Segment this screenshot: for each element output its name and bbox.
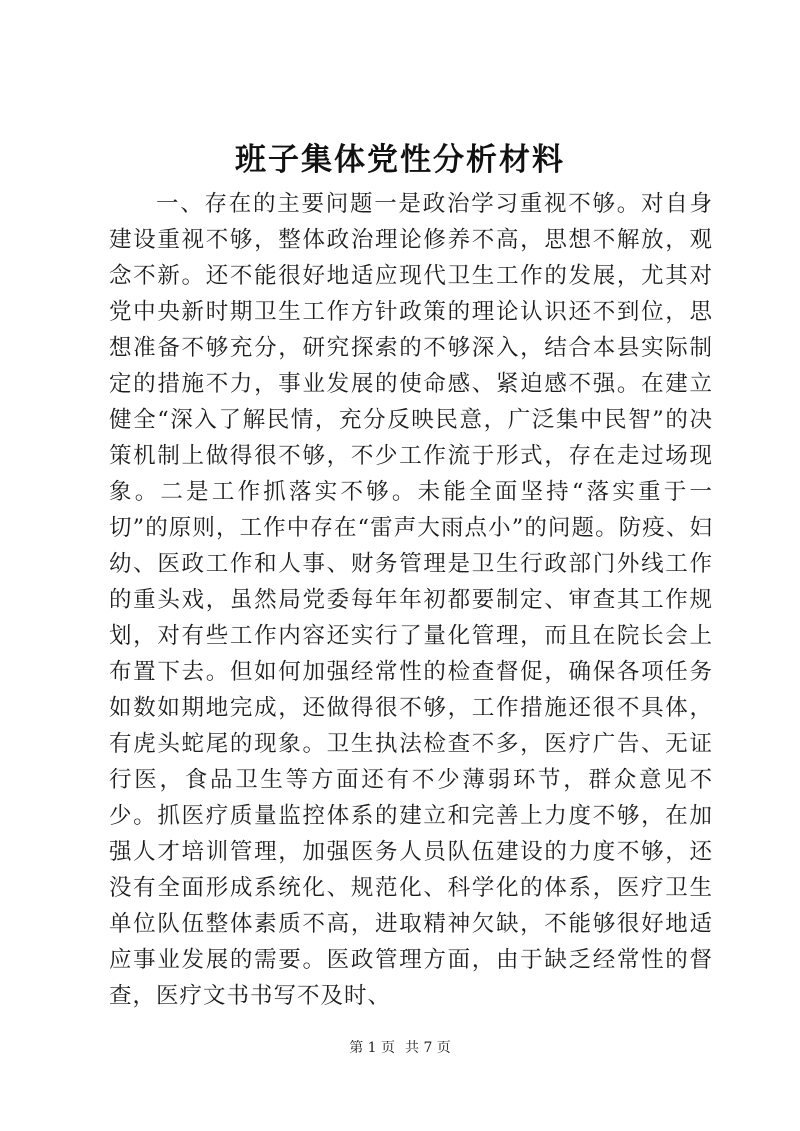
body-paragraph: 一、存在的主要问题一是政治学习重视不够。对自身建设重视不够，整体政治理论修养不高，思想不解放，观念不新。还不能很好地适应现代卫生工作的发展，尤其对党中央新时期卫生工作方针政策的理论认识还不到位，思想准备不够充分，研究探索的不够深入，结合本县实际制定的措施不力，事业发展的使命感、紧迫感不强。在建立健全“深入了解民情，充分反映民意，广泛集中民智”的决策机制上做得很不够，不少工作流于形式，存在走过场现象。二是工作抓落实不够。未能全面坚持“落实重于一切”的原则，工作中存在“雷声大雨点小”的问题。防疫、妇幼、医政工作和人事、财务管理是卫生行政部门外线工作的重头戏，虽然局党委每年年初都要制定、审查其工作规划，对有些工作内容还实行了量化管理，而且在院长会上布置下去。但如何加强经常性的检查督促，确保各项任务如数如期地完成，还做得很不够，工作措施还很不具体，有虎头蛇尾的现象。卫生执法检查不多，医疗广告、无证行医，食品卫生等方面还有不少薄弱环节，群众意见不少。抓医疗质量监控体系的建立和完善上力度不够，在加强人才培训管理，加强医务人员队伍建设的力度不够，还没有全面形成系统化、规范化、科学化的体系，医疗卫生单位队伍整体素质不高，进取精神欠缺，不能够很好地适应事业发展的需要。医政管理方面，由于缺乏经常性的督查，医疗文书书写不及时、 — [109, 191, 713, 1009]
page-title: 班子集体党性分析材料 — [235, 142, 565, 178]
page-total: 共 7 页 — [405, 1040, 451, 1056]
page-footer — [0, 1038, 800, 1058]
page-number: 第 1 页 — [349, 1040, 395, 1056]
